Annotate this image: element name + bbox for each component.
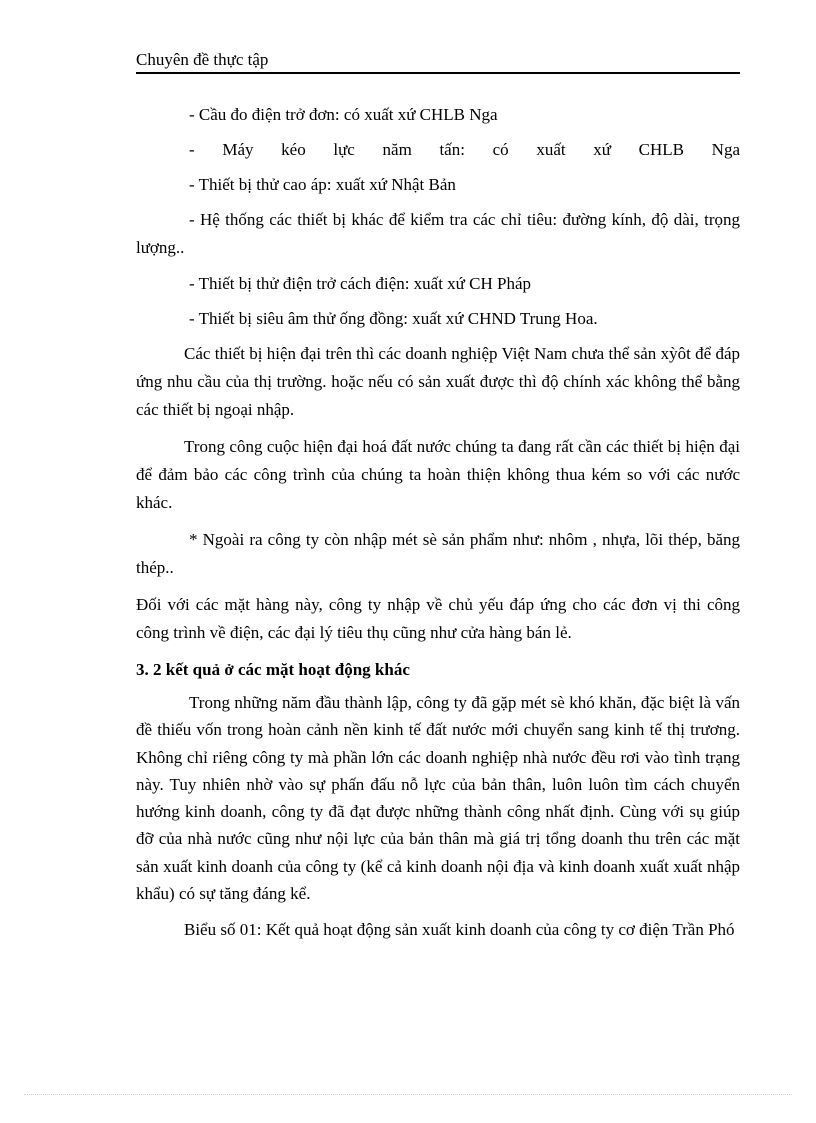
paragraph-results: Trong những năm đầu thành lập, công ty đã gặp mét sè khó khăn, đặc biệt là vấn đề thiếu vốn trong hoàn cảnh nền kinh tế đất nước mới chuyển sang kinh tế thị trương. Không chỉ riêng công ty mà phần lớn các doanh nghiệp nhà nước đều rơi vào tình trạng này. Tuy nhiên nhờ vào sự phấn đấu nỗ lực của bản thân, luôn luôn tìm cách chuyển hướng kinh doanh, công ty đã đạt được những thành công nhất định. Cùng với sụ giúp đỡ của nhà nước cũng như nội lực của bản thân mà giá trị tổng doanh thu trên các mặt sản xuất kinh doanh của công ty (kể cả kinh doanh nội địa và kinh doanh xuất xuất nhập khẩu) có sự tăng đáng kể. [136, 693, 740, 904]
paragraph-modern-equipment: Các thiết bị hiện đại trên thì các doanh nghiệp Việt Nam chưa thể sản xỳôt để đáp ứng nhu cầu của thị trường. hoặc nếu có sản xuất được thì độ chính xác không thể bằng các thiết bị ngoại nhập. [136, 344, 740, 419]
paragraph-other-imports: * Ngoài ra công ty còn nhập mét sè sản phẩm như: nhôm , nhựa, lõi thép, băng thép.. [136, 530, 740, 577]
paragraph-customers: Đối với các mặt hàng này, công ty nhập về chủ yếu đáp ứng cho các đơn vị thi công công trình về điện, các đại lý tiêu thụ cũng như cửa hàng bán lẻ. [136, 595, 740, 642]
equipment-item-3: - Thiết bị thử cao áp: xuất xứ Nhật Bản [189, 175, 456, 194]
page-bottom-rule [24, 1094, 792, 1095]
section-heading: 3. 2 kết quả ở các mặt hoạt động khác [136, 660, 410, 679]
paragraph-modernization: Trong công cuộc hiện đại hoá đất nước chúng ta đang rất cần các thiết bị hiện đại để đảm bảo các công trình của chúng ta hoàn thiện không thua kém so với các nước khác. [136, 437, 740, 512]
page-header: Chuyên đề thực tập [136, 48, 740, 74]
equipment-item-5: - Thiết bị thử điện trở cách điện: xuất xứ CH Pháp [189, 274, 532, 293]
document-body [136, 101, 740, 944]
equipment-item-1: - Cầu đo điện trở đơn: có xuất xứ CHLB Nga [189, 105, 498, 124]
table-caption: Biểu số 01: Kết quả hoạt động sản xuất kinh doanh của công ty cơ điện Trần Phó [184, 920, 735, 940]
equipment-item-6: - Thiết bị siêu âm thử ống đồng: xuất xứ CHND Trung Hoa. [189, 309, 598, 328]
equipment-item-2: - Máy kéo lực năm tấn: có xuất xứ CHLB Nga [189, 140, 740, 159]
equipment-item-4: - Hệ thống các thiết bị khác để kiểm tra các chỉ tiêu: đường kính, độ dài, trọng lượng.. [136, 210, 740, 257]
